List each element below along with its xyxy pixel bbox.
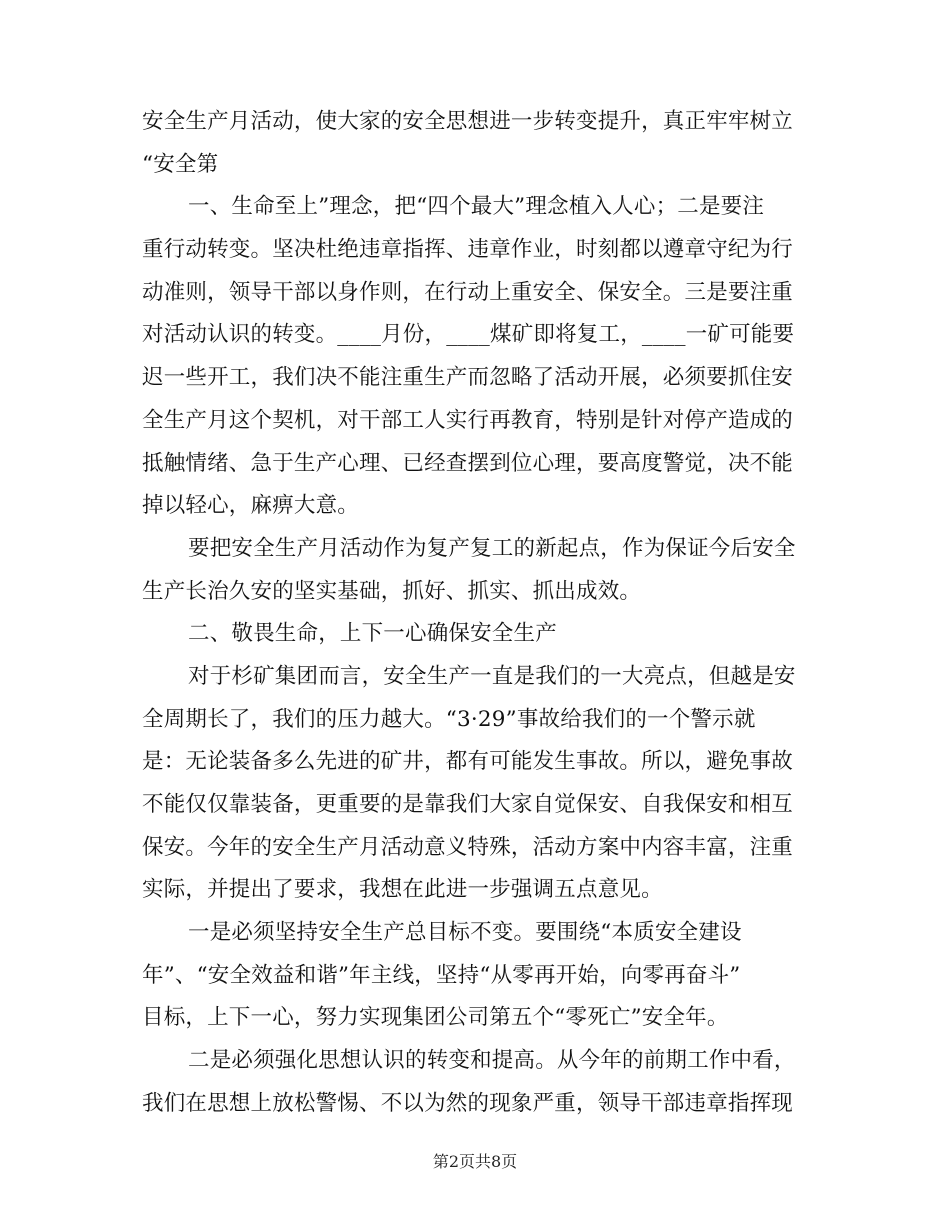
text-line: 掉以轻心，麻痹大意。	[142, 493, 360, 519]
text-line: 一是必须坚持安全生产总目标不变。要围绕“本质安全建设	[188, 920, 742, 946]
text-line: 一、生命至上”理念，把“四个最大”理念植入人心；二是要注	[188, 194, 765, 220]
text-line: 是：无论装备多么先进的矿井，都有可能发生事故。所以，避免事故	[142, 749, 794, 775]
page-number: 第2页共8页	[432, 1152, 518, 1171]
text-line: 安全生产月活动，使大家的安全思想进一步转变提升，真正牢牢树立	[142, 109, 794, 134]
text-line: 动准则，领导干部以身作则，在行动上重安全、保安全。三是要注重	[142, 279, 794, 305]
text-line: 抵触情绪、急于生产心理、已经查摆到位心理，要高度警觉，决不能	[142, 450, 794, 476]
text-line: 二是必须强化思想认识的转变和提高。从今年的前期工作中看，	[188, 1048, 796, 1074]
text-line: 目标，上下一心，努力实现集团公司第五个“零死亡”安全年。	[142, 1005, 729, 1031]
text-line: 实际，并提出了要求，我想在此进一步强调五点意见。	[142, 877, 663, 903]
text-line: 对活动认识的转变。____月份，____煤矿即将复工，____一矿可能要	[142, 322, 795, 348]
text-line: 重行动转变。坚决杜绝违章指挥、违章作业，时刻都以遵章守纪为行	[142, 237, 794, 263]
text-line: 要把安全生产月活动作为复产复工的新起点，作为保证今后安全	[188, 535, 796, 561]
text-line: 我们在思想上放松警惕、不以为然的现象严重，领导干部违章指挥现	[142, 1090, 794, 1116]
text-line: “安全第	[142, 151, 219, 177]
text-line: 生产长治久安的坚实基础，抓好、抓实、抓出成效。	[142, 578, 642, 604]
text-line: 迟一些开工，我们决不能注重生产而忽略了活动开展，必须要抓住安	[142, 365, 794, 391]
text-line: 全周期长了，我们的压力越大。“3·29”事故给我们的一个警示就	[142, 706, 756, 732]
text-line: 对于杉矿集团而言，安全生产一直是我们的一大亮点，但越是安	[188, 663, 796, 689]
body-text	[142, 101, 802, 1126]
section-heading: 二、敬畏生命，上下一心确保安全生产	[188, 621, 557, 647]
text-line: 不能仅仅靠装备，更重要的是靠我们大家自觉保安、自我保安和相互	[142, 792, 794, 817]
text-line: 全生产月这个契机，对干部工人实行再教育，特别是针对停产造成的	[142, 407, 794, 433]
text-line: 年”、“安全效益和谐”年主线，坚持“从零再开始，向零再奋斗”	[142, 962, 741, 988]
text-line: 保安。今年的安全生产月活动意义特殊，活动方案中内容丰富，注重	[142, 834, 794, 860]
